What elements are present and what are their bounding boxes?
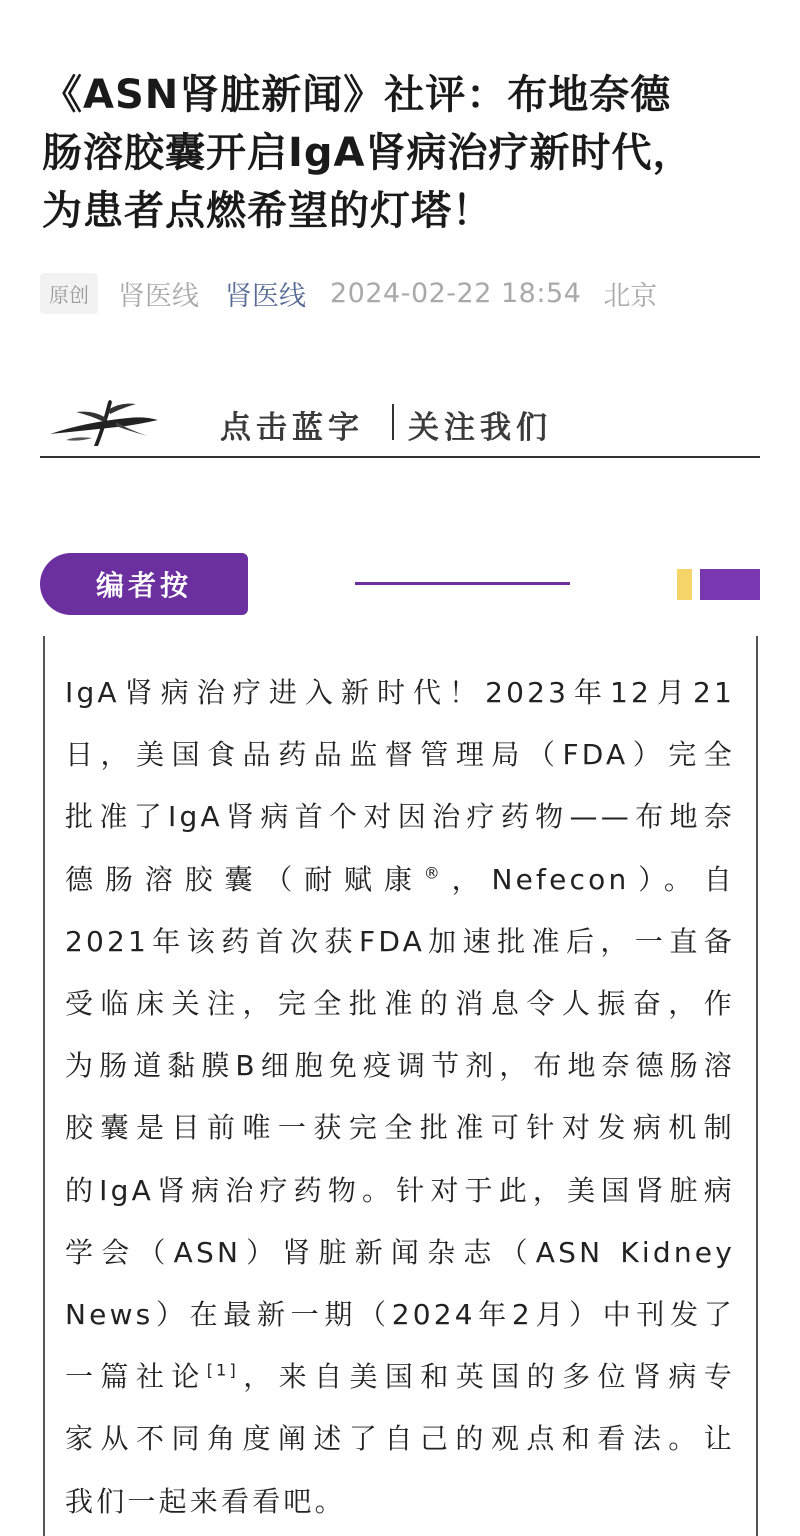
citation-link[interactable]: [1] <box>206 1360 239 1380</box>
editor-decor-line <box>355 582 570 585</box>
follow-text-click[interactable]: 点击蓝字 <box>220 410 364 446</box>
editor-note-tab: 编者按 <box>40 553 248 615</box>
follow-divider <box>392 404 394 440</box>
note-line: 一篇社论[1]，来自美国和英国的多位肾病专 <box>65 1360 735 1394</box>
follow-banner[interactable] <box>40 392 760 458</box>
note-line: News）在最新一期（2024年2月）中刊发了 <box>65 1298 735 1332</box>
note-line: 德肠溶胶囊（耐赋康®，Nefecon）。自 <box>65 862 735 896</box>
publish-location: 北京 <box>603 280 658 312</box>
article-title <box>42 66 742 240</box>
note-line: 为肠道黏膜B细胞免疫调节剂，布地奈德肠溶 <box>65 1049 735 1083</box>
account-link[interactable]: 肾医线 <box>225 280 306 312</box>
registered-mark: ® <box>423 863 443 883</box>
follow-text-follow[interactable]: 关注我们 <box>408 410 552 446</box>
editor-decor-yellow-block <box>677 569 692 600</box>
note-line: 受临床关注，完全批准的消息令人振奋，作 <box>65 987 735 1021</box>
title-line-1: 《ASN肾脏新闻》社评：布地奈德 <box>42 72 672 118</box>
editor-decor-purple-block <box>700 569 760 600</box>
original-badge: 原创 <box>40 273 98 314</box>
note-line: 批准了IgA肾病首个对因治疗药物——布地奈 <box>65 800 735 834</box>
note-line: IgA肾病治疗进入新时代！2023年12月21 <box>65 676 735 709</box>
note-line: 胶囊是目前唯一获完全批准可针对发病机制 <box>65 1111 735 1145</box>
note-line: 日，美国食品药品监督管理局（FDA）完全 <box>65 738 735 772</box>
publish-date: 2024-02-22 18:54 <box>330 277 582 309</box>
note-line: 家从不同角度阐述了自己的观点和看法。让 <box>65 1422 735 1456</box>
bamboo-ink-logo-icon <box>46 396 166 450</box>
editor-note-text <box>65 662 735 1533</box>
note-line: 我们一起来看看吧。 <box>65 1484 346 1518</box>
article-meta <box>40 272 657 314</box>
title-line-3: 为患者点燃希望的灯塔！ <box>42 188 493 234</box>
follow-underline <box>40 456 760 458</box>
note-line: 的IgA肾病治疗药物。针对于此，美国肾脏病 <box>65 1173 735 1207</box>
title-line-2: 肠溶胶囊开启IgA肾病治疗新时代， <box>42 130 694 176</box>
note-line: 学会（ASN）肾脏新闻杂志（ASN Kidney <box>65 1235 735 1269</box>
note-line: 2021年该药首次获FDA加速批准后，一直备 <box>65 924 735 958</box>
author-name: 肾医线 <box>118 280 199 312</box>
